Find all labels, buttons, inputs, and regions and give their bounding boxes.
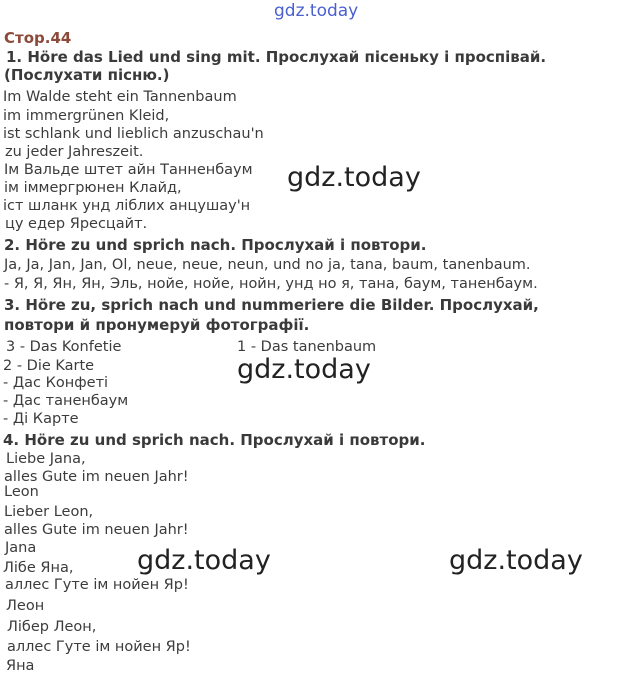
ex1-line: цу едер Яресцайт.	[5, 216, 148, 232]
ex1-line: im immergrünen Kleid,	[3, 108, 170, 124]
ex3-item: - Ді Карте	[3, 411, 79, 427]
ex3-heading-2: повтори й пронумеруй фотографії.	[4, 316, 310, 334]
ex4-line: alles Gute im neuen Jahr!	[4, 522, 189, 538]
ex1-subheading: (Послухати пісню.)	[4, 66, 170, 84]
ex1-line: ist schlank und lieblich anzuschau'n	[3, 126, 264, 142]
page-label: Стор.44	[4, 29, 72, 47]
watermark: gdz.today	[287, 162, 421, 193]
ex4-line: Jana	[5, 540, 37, 556]
ex1-line: ім іммергрюнен Клайд,	[4, 180, 182, 196]
ex1-line: zu jeder Jahreszeit.	[5, 144, 144, 160]
ex2-line: - Я, Я, Ян, Ян, Эль, нойе, нойе, нойн, унд но я, тана, баум, таненбаум.	[4, 276, 538, 292]
ex3-item: 3 - Das Konfetie	[6, 339, 122, 355]
ex4-line: аллес Гуте ім нойен Яр!	[7, 639, 191, 655]
ex2-heading: 2. Höre zu und sprich nach. Прослухай і повтори.	[4, 236, 427, 254]
ex4-line: Яна	[6, 658, 35, 674]
ex3-item: 1 - Das tanenbaum	[237, 339, 377, 355]
ex2-line: Ja, Ja, Jan, Jan, Ol, neue, neue, neun, und no ja, tana, baum, tanenbaum.	[4, 257, 531, 273]
ex4-line: Leon	[4, 484, 39, 500]
ex4-line: alles Gute im neuen Jahr!	[4, 469, 189, 485]
ex4-line: Лібер Леон,	[7, 619, 97, 635]
ex4-line: Лібе Яна,	[3, 560, 74, 576]
ex4-line: аллес Гуте ім нойен Яр!	[5, 577, 189, 593]
ex1-line: Ім Вальде штет айн Танненбаум	[4, 162, 253, 178]
ex4-line: Lieber Leon,	[4, 504, 94, 520]
ex3-item: - Дас таненбаум	[3, 393, 129, 409]
ex1-line: іст шланк унд ліблих анцушау'н	[3, 198, 251, 214]
ex4-line: Liebe Jana,	[6, 451, 86, 467]
watermark-top: gdz.today	[274, 1, 359, 21]
watermark: gdz.today	[449, 545, 583, 576]
ex1-heading: 1. Höre das Lied und sing mit. Прослухай пісеньку і проспівай.	[6, 48, 547, 66]
watermark: gdz.today	[237, 354, 371, 385]
ex3-item: 2 - Die Karte	[3, 358, 95, 374]
watermark: gdz.today	[137, 545, 271, 576]
ex3-heading: 3. Höre zu, sprich nach und nummeriere die Bilder. Прослухай,	[4, 296, 539, 314]
ex3-item: - Дас Конфеті	[3, 375, 109, 391]
ex1-line: Im Walde steht ein Tannenbaum	[3, 89, 237, 105]
ex4-heading: 4. Höre zu und sprich nach. Прослухай і повтори.	[3, 431, 426, 449]
ex4-line: Леон	[6, 598, 45, 614]
